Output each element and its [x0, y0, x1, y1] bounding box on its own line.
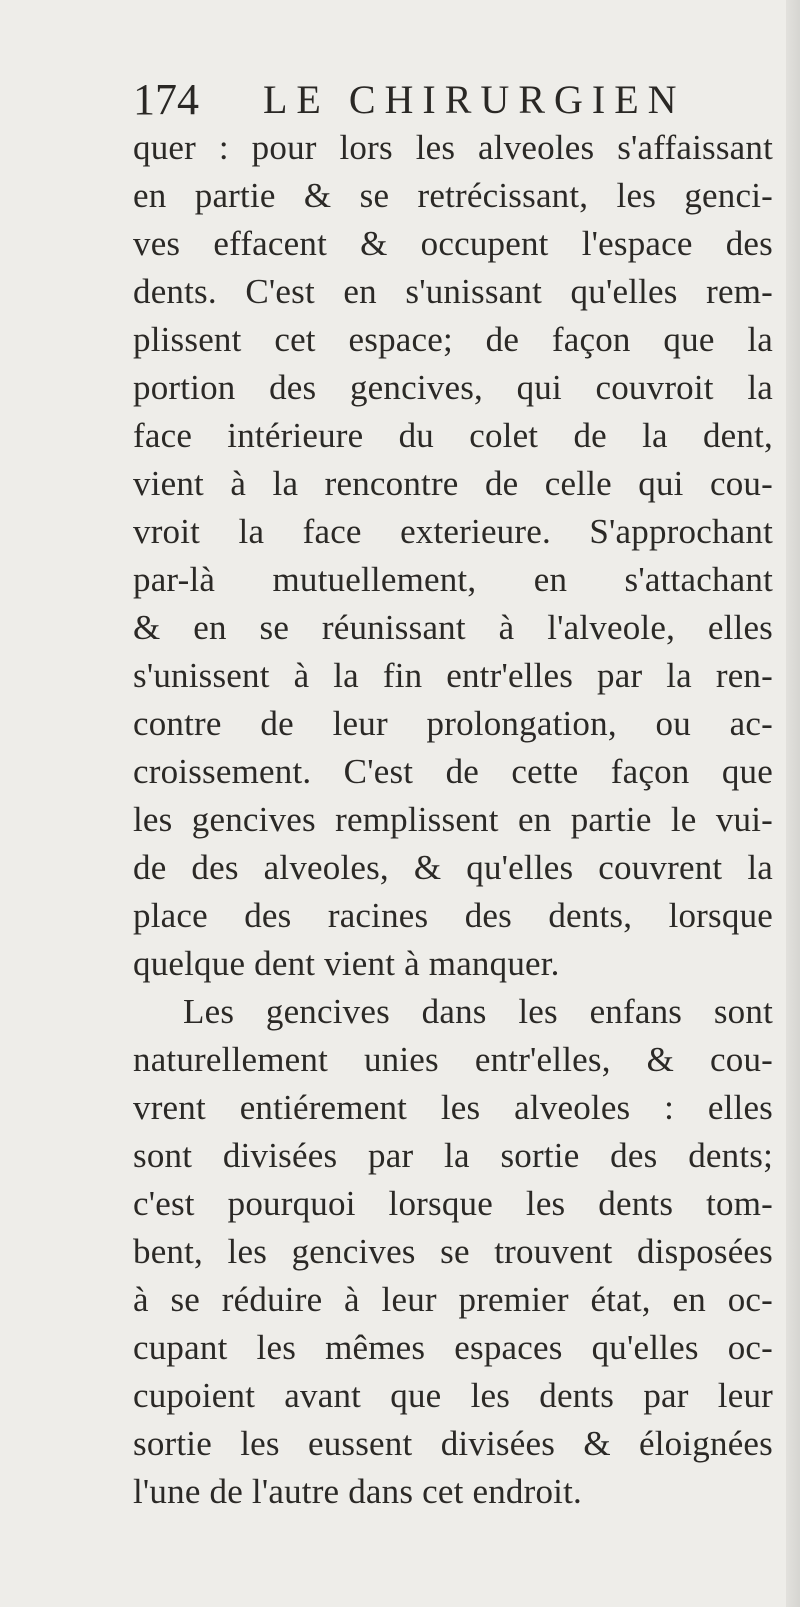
text-line: c'est pourquoi lorsque les dents tom- — [133, 1184, 773, 1223]
text-line: en partie & se retrécissant, les genci- — [133, 176, 773, 215]
page-number: 174 — [133, 75, 199, 124]
text-line: à se réduire à leur premier état, en oc- — [133, 1280, 773, 1319]
running-title: LE CHIRURGIEN — [263, 77, 686, 122]
text-line: dents. C'est en s'unissant qu'elles rem- — [133, 272, 773, 311]
body-text — [133, 124, 773, 1516]
text-line: plissent cet espace; de façon que la — [133, 320, 773, 359]
text-line: sortie les eussent divisées & éloignées — [133, 1424, 773, 1463]
text-line: face intérieure du colet de la dent, — [133, 416, 773, 455]
text-line: quelque dent vient à manquer. — [133, 944, 560, 983]
paragraph-1 — [133, 124, 773, 988]
text-line: les gencives remplissent en partie le vui- — [133, 800, 773, 839]
text-line: croissement. C'est de cette façon que — [133, 752, 773, 791]
page-header — [133, 70, 733, 130]
text-line: portion des gencives, qui couvroit la — [133, 368, 773, 407]
text-line: ves effacent & occupent l'espace des — [133, 224, 773, 263]
text-line: bent, les gencives se trouvent disposées — [133, 1232, 773, 1271]
text-line: par-là mutuellement, en s'attachant — [133, 560, 773, 599]
text-line: cupant les mêmes espaces qu'elles oc- — [133, 1328, 773, 1367]
text-line: cupoient avant que les dents par leur — [133, 1376, 773, 1415]
text-line: sont divisées par la sortie des dents; — [133, 1136, 773, 1175]
text-line: l'une de l'autre dans cet endroit. — [133, 1472, 582, 1511]
text-line: vient à la rencontre de celle qui cou- — [133, 464, 773, 503]
text-line: vrent entiérement les alveoles : elles — [133, 1088, 773, 1127]
text-line: contre de leur prolongation, ou ac- — [133, 704, 773, 743]
text-line: place des racines des dents, lorsque — [133, 896, 773, 935]
text-line: Les gencives dans les enfans sont — [183, 992, 773, 1031]
text-line: vroit la face exterieure. S'approchant — [133, 512, 773, 551]
text-line: de des alveoles, & qu'elles couvrent la — [133, 848, 773, 887]
page-edge — [786, 0, 800, 1607]
text-line: naturellement unies entr'elles, & cou- — [133, 1040, 773, 1079]
text-line: s'unissent à la fin entr'elles par la ren- — [133, 656, 773, 695]
text-line: quer : pour lors les alveoles s'affaissant — [133, 128, 773, 167]
paragraph-2 — [133, 988, 773, 1516]
text-line: & en se réunissant à l'alveole, elles — [133, 608, 773, 647]
